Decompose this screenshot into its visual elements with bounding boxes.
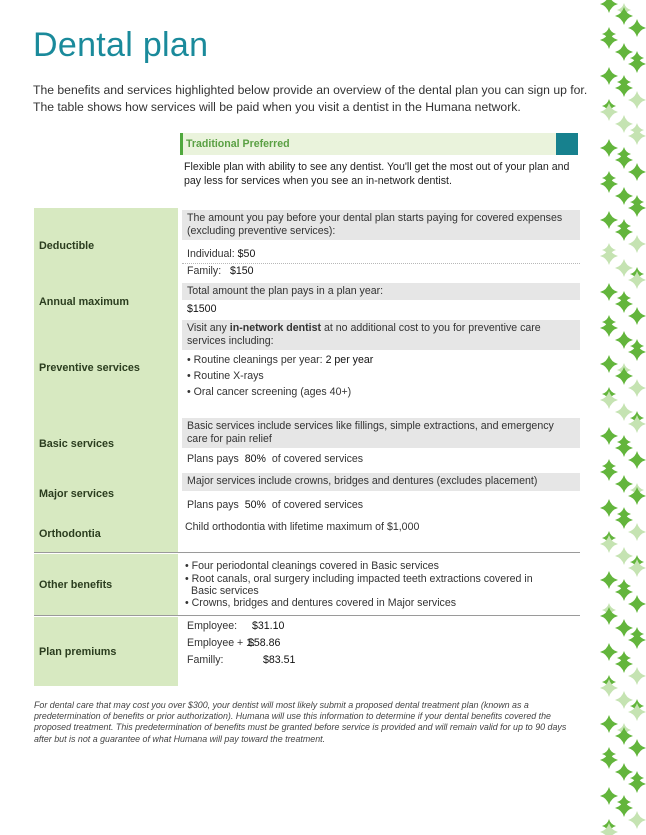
star-icon — [600, 535, 618, 553]
star-icon — [615, 43, 633, 61]
row-label: Basic services — [39, 438, 115, 450]
row-description: Major services include crowns, bridges and dentures (excludes placement) — [182, 473, 580, 491]
star-icon — [600, 391, 618, 409]
deductible-family: Family: $150 — [187, 265, 254, 277]
intro-text: The benefits and services highlighted below provide an overview of the dental plan you can sign up for. The table shows how services will be paid when you visit a dentist in the Humana network. — [33, 83, 588, 114]
star-icon — [615, 691, 633, 709]
row-basic-services — [34, 416, 580, 472]
star-icon — [600, 103, 618, 121]
ortho-description: Child orthodontia with lifetime maximum of $1,000 — [185, 521, 420, 533]
star-icon — [628, 379, 646, 397]
star-icon — [628, 667, 646, 685]
star-icon — [628, 703, 646, 721]
star-icon — [628, 487, 646, 505]
row-label-cell — [34, 472, 178, 516]
star-icon — [600, 787, 618, 805]
preventive-item: • Oral cancer screening (ages 40+) — [187, 386, 352, 398]
row-content — [182, 516, 580, 552]
row-content — [182, 416, 580, 472]
row-preventive-services — [34, 320, 580, 416]
plan-description: Flexible plan with ability to see any dentist. You'll get the most out of your plan and pay less for services when you see an in-network dentist. — [184, 161, 570, 187]
star-icon — [600, 67, 618, 85]
star-icon — [628, 775, 646, 793]
star-icon — [628, 235, 646, 253]
star-icon — [615, 187, 633, 205]
row-description: Total amount the plan pays in a plan year: — [182, 283, 580, 300]
star-icon — [615, 727, 633, 745]
star-icon — [600, 715, 618, 733]
star-icon — [628, 631, 646, 649]
star-icon — [600, 427, 618, 445]
row-content — [182, 472, 580, 516]
other-benefit-item: • Crowns, bridges and dentures covered in Major services — [185, 597, 457, 609]
star-icon — [615, 331, 633, 349]
footnote: For dental care that may cost you over $300, your dentist will most likely submit a proposed dental treatment plan (known as a predetermination of benefits or prior authorization). Humana will use this information to determine if your dental benefits covered the proposed treatment. This predetermination of benefits must be granted before service is provided and will remain valid for up to 90 days after but is not a guarantee of what Humana will pay toward the treatment. — [34, 700, 567, 744]
star-icon — [615, 79, 633, 97]
star-icon — [600, 679, 618, 697]
star-icon — [628, 559, 646, 577]
star-icon — [600, 319, 618, 337]
star-icon — [628, 595, 646, 613]
page-title: Dental plan — [33, 26, 209, 64]
star-icon — [628, 55, 646, 73]
row-label-cell — [34, 208, 178, 283]
other-benefit-item: • Root canals, oral surgery including impacted teeth extractions covered in — [185, 573, 533, 585]
row-label: Deductible — [39, 239, 95, 252]
row-plan-premiums — [34, 617, 580, 686]
premium-employee: Employee: $31.10 — [187, 620, 285, 632]
star-icon — [600, 283, 618, 301]
other-benefit-item: • Four periodontal cleanings covered in Basic services — [185, 560, 439, 572]
annual-max-value: $1500 — [187, 303, 217, 315]
star-icon — [615, 367, 633, 385]
star-icon — [600, 643, 618, 661]
plan-name: Traditional Preferred — [186, 138, 290, 150]
star-icon — [628, 199, 646, 217]
row-annual-maximum — [34, 283, 580, 320]
star-icon — [600, 175, 618, 193]
star-icon — [615, 511, 633, 529]
row-content — [182, 283, 580, 320]
star-icon — [615, 151, 633, 169]
star-icon — [615, 403, 633, 421]
star-icon — [628, 307, 646, 325]
preventive-item: • Routine X-rays — [187, 370, 264, 382]
major-pays: Plans pays 50% of covered services — [187, 499, 364, 511]
divider — [182, 263, 580, 264]
star-icon — [628, 127, 646, 145]
row-label-cell — [34, 554, 178, 615]
row-description: The amount you pay before your dental plan starts paying for covered expenses (excluding preventive services): — [182, 210, 580, 240]
star-icon — [600, 355, 618, 373]
row-description: Visit any in-network dentist at no additional cost to you for preventive care services including: — [182, 320, 580, 350]
row-other-benefits — [34, 554, 580, 616]
star-icon — [600, 751, 618, 769]
row-deductible — [34, 208, 580, 283]
star-icon — [628, 811, 646, 829]
preventive-item: • Routine cleanings per year: 2 per year — [187, 354, 374, 366]
star-icon — [628, 523, 646, 541]
star-icon — [615, 655, 633, 673]
star-icon — [615, 439, 633, 457]
star-icon — [615, 259, 633, 277]
star-icon — [600, 139, 618, 157]
star-icon — [628, 415, 646, 433]
star-icon — [628, 19, 646, 37]
star-icon — [615, 547, 633, 565]
star-icon — [615, 115, 633, 133]
star-icon — [600, 499, 618, 517]
premium-employee-plus-one: Employee + 1: $58.86 — [187, 637, 281, 649]
star-icon — [615, 7, 633, 25]
star-icon — [615, 763, 633, 781]
row-orthodontia — [34, 516, 580, 553]
star-icon — [628, 271, 646, 289]
star-icon — [615, 799, 633, 817]
star-icon — [615, 583, 633, 601]
star-icon — [615, 223, 633, 241]
row-label-cell — [34, 617, 178, 686]
star-icon — [600, 247, 618, 265]
premium-family: Familly: $83.51 — [187, 654, 296, 666]
row-content — [182, 617, 580, 686]
row-description: Basic services include services like fillings, simple extractions, and emergency care for pain relief — [182, 418, 580, 448]
star-icon — [600, 211, 618, 229]
plan-corner-block — [556, 133, 578, 155]
deductible-individual: Individual: $50 — [187, 248, 256, 260]
star-icon — [628, 163, 646, 181]
row-label: Orthodontia — [39, 528, 101, 540]
star-icon — [600, 463, 618, 481]
row-label: Major services — [39, 488, 115, 500]
star-icon — [615, 619, 633, 637]
row-label: Other benefits — [39, 578, 113, 591]
star-icon — [628, 451, 646, 469]
row-content — [182, 554, 580, 615]
row-content — [182, 208, 580, 283]
star-icon — [600, 607, 618, 625]
other-benefit-item-cont: Basic services — [191, 585, 259, 597]
star-icon — [628, 343, 646, 361]
row-content — [182, 320, 580, 416]
row-label: Preventive services — [39, 362, 140, 374]
row-label-cell — [34, 320, 178, 416]
row-label: Plan premiums — [39, 645, 117, 658]
row-label: Annual maximum — [39, 295, 129, 308]
star-icon — [600, 31, 618, 49]
star-pattern-icon — [597, 0, 646, 835]
star-icon — [615, 295, 633, 313]
star-pattern-svg — [597, 0, 646, 835]
star-icon — [600, 0, 618, 13]
star-icon — [600, 823, 618, 835]
star-icon — [615, 475, 633, 493]
row-label-cell — [34, 283, 178, 320]
row-label-cell — [34, 416, 178, 472]
row-major-services — [34, 472, 580, 516]
star-icon — [628, 91, 646, 109]
star-icon — [628, 739, 646, 757]
row-label-cell — [34, 516, 178, 552]
plan-header — [180, 133, 578, 155]
star-icon — [600, 571, 618, 589]
basic-pays: Plans pays 80% of covered services — [187, 453, 364, 465]
